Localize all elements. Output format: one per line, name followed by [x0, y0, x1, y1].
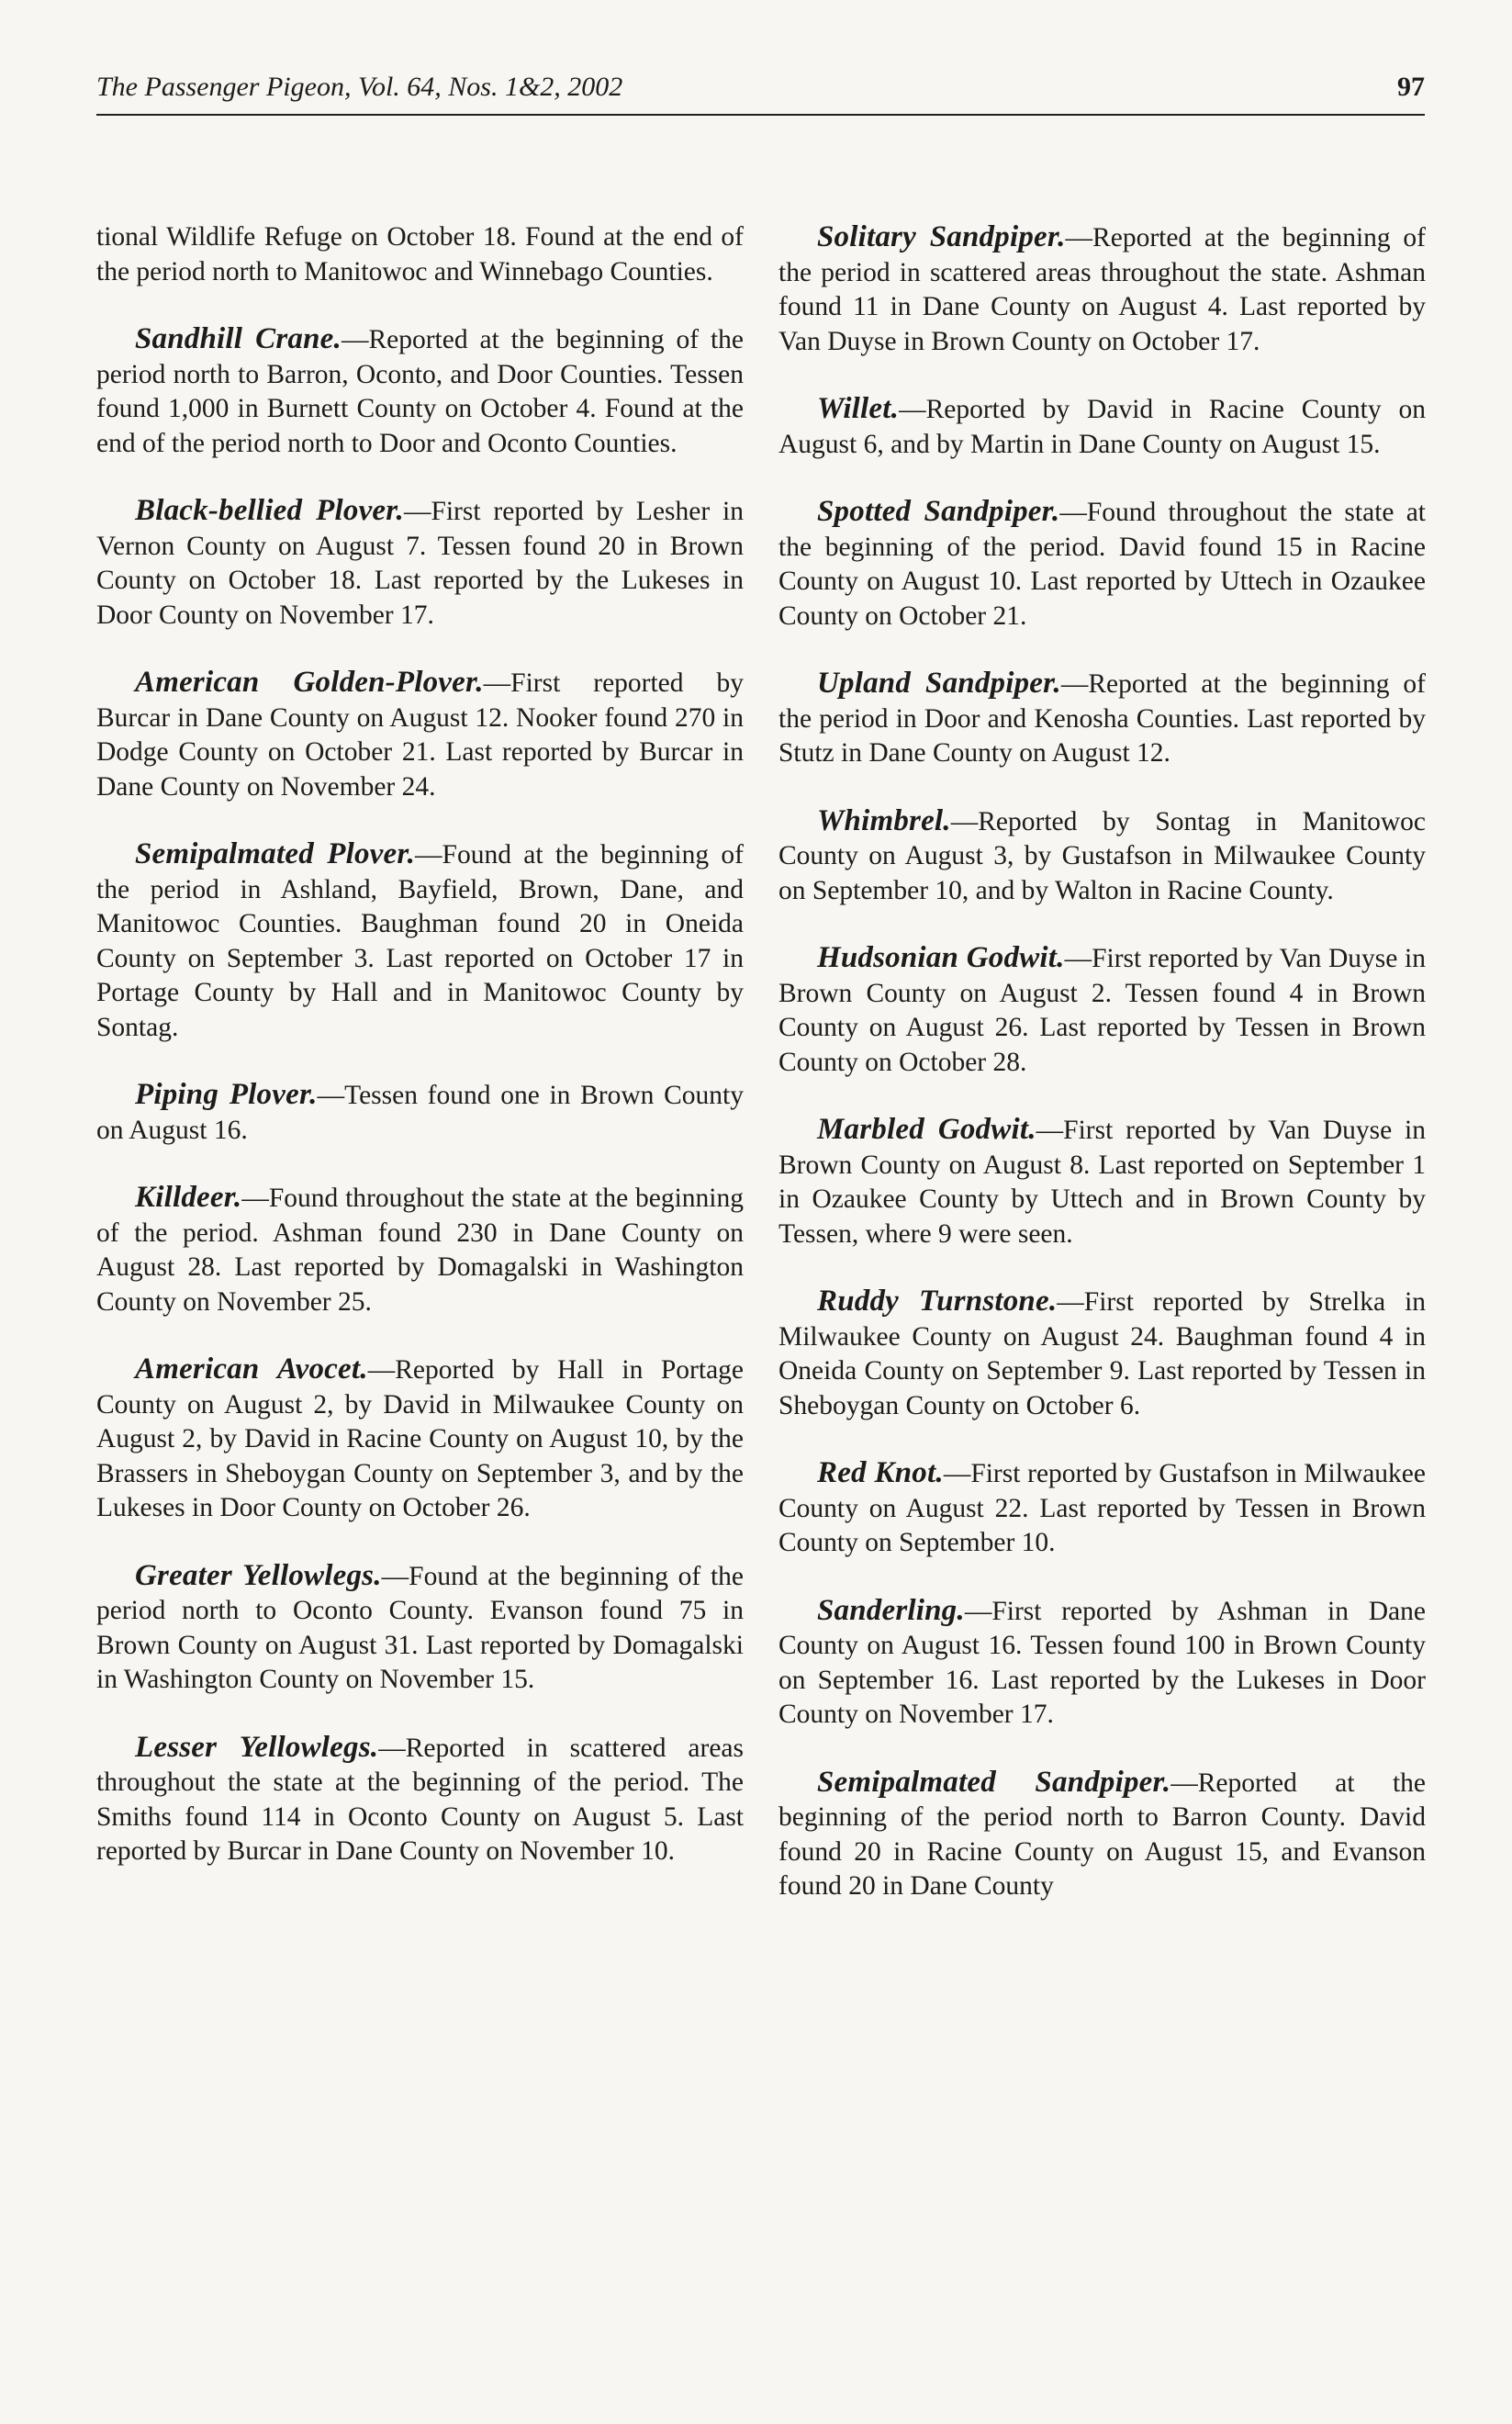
entry-american-golden-plover [96, 666, 744, 804]
entry-lesser-yellowlegs [96, 1731, 744, 1869]
species-name: Lesser Yellowlegs. [135, 1730, 379, 1764]
entry-text: —Reported by Sontag in Manitowoc County on August 3, by Gustafson in Milwaukee County on September 10, and by Walton in Racine County. [778, 806, 1426, 905]
species-name: Whimbrel. [817, 803, 951, 837]
species-name: Marbled Godwit. [817, 1113, 1036, 1146]
entry-solitary-sandpiper [778, 220, 1426, 359]
entry-text: —Reported by David in Racine County on August 6, and by Martin in Dane County on August 15. [778, 395, 1426, 459]
entry-text: —First reported by Ashman in Dane County on August 16. Tessen found 100 in Brown County on September 16. Last reported by the Lukeses in Door County on November 17. [778, 1596, 1426, 1729]
entry-text: —Reported at the beginning of the period north to Barron County. David found 20 in Racine County on August 15, and Evanson found 20 in Dane County [778, 1768, 1426, 1901]
entry-text: —First reported by Burcar in Dane County on August 12. Nooker found 270 in Dodge County on October 21. Last reported by Burcar in Dane County on November 24. [96, 668, 744, 802]
entry-text: —Reported at the beginning of the period in Door and Kenosha Counties. Last reported by Stutz in Dane County on August 12. [778, 669, 1427, 768]
entry-marbled-godwit [778, 1113, 1426, 1251]
entry-text: —First reported by Van Duyse in Brown County on August 2. Tessen found 4 in Brown County on August 26. Last reported by Tessen in Brown County on October 28. [778, 944, 1426, 1077]
species-name: Black-bellied Plover. [135, 494, 404, 527]
species-name: Greater Yellowlegs. [135, 1558, 382, 1592]
entry-text: —Reported at the beginning of the period north to Barron, Oconto, and Door Counties. Tessen found 1,000 in Burnett County on October 4. Found at the end of the period north to Door and Oconto Counties. [96, 325, 745, 458]
entry-text: —Found at the beginning of the period in Ashland, Bayfield, Brown, Dane, and Manitowoc Counties. Baughman found 20 in Oneida County on September 3. Last reported on October 17 in Portage County by Hall and in Manitowoc County by Sontag. [96, 840, 744, 1042]
entry-text: —First reported by Lesher in Vernon County on August 7. Tessen found 20 in Brown County on October 18. Last reported by the Lukeses in Door County on November 17. [96, 497, 744, 630]
species-name: Spotted Sandpiper. [817, 495, 1060, 528]
page-header [96, 72, 1425, 116]
entry-text: —Tessen found one in Brown County on August 16. [96, 1081, 744, 1145]
entry-killdeer [96, 1181, 744, 1319]
entry-text: —Found throughout the state at the beginning of the period. David found 15 in Racine County on August 10. Last reported by Uttech in Ozaukee County on October 21. [778, 498, 1427, 631]
species-name: American Avocet. [135, 1352, 368, 1386]
entry-whimbrel [778, 804, 1426, 909]
entry-black-bellied-plover [96, 494, 744, 633]
species-name: Piping Plover. [135, 1078, 318, 1111]
entry-red-knot [778, 1456, 1426, 1561]
entry-sanderling [778, 1594, 1426, 1733]
entry-text: —Found at the beginning of the period north to Oconto County. Evanson found 75 in Brown County on August 31. Last reported by Domagalski in Washington County on November 15. [96, 1561, 744, 1694]
entry-semipalmated-sandpiper [778, 1766, 1426, 1904]
species-name: Solitary Sandpiper. [817, 220, 1066, 253]
species-name: Killdeer. [135, 1181, 242, 1214]
running-title: The Passenger Pigeon, Vol. 64, Nos. 1&2, 2002 [96, 72, 623, 102]
species-name: Sandhill Crane. [135, 322, 342, 355]
continued-paragraph: tional Wildlife Refuge on October 18. Found at the end of the period north to Manitowoc and Winnebago Counties. [96, 222, 744, 286]
page-number: 97 [1397, 72, 1425, 102]
species-name: Red Knot. [817, 1456, 944, 1489]
species-name: Hudsonian Godwit. [817, 941, 1065, 974]
entry-text: —First reported by Gustafson in Milwaukee County on August 22. Last reported by Tessen in Brown County on September 10. [778, 1459, 1426, 1557]
entry-ruddy-turnstone [778, 1285, 1426, 1423]
entry-hudsonian-godwit [778, 941, 1426, 1080]
species-name: American Golden-Plover. [135, 666, 484, 699]
entry-greater-yellowlegs [96, 1559, 744, 1698]
entry-piping-plover [96, 1078, 744, 1148]
entry-text: —Found throughout the state at the beginning of the period. Ashman found 230 in Dane County on August 28. Last reported by Domagalski in Washington County on November 25. [96, 1184, 744, 1317]
entry-upland-sandpiper [778, 667, 1426, 771]
species-name: Sanderling. [817, 1593, 965, 1627]
entry-spotted-sandpiper [778, 495, 1426, 634]
entry-semipalmated-plover [96, 837, 744, 1045]
species-name: Willet. [817, 392, 900, 425]
entry-willet [778, 392, 1426, 462]
entry-text: —Reported in scattered areas throughout the state at the beginning of the period. The Smiths found 114 in Oconto County on August 5. Last reported by Burcar in Dane County on November 10. [96, 1733, 744, 1866]
species-name: Ruddy Turnstone. [817, 1285, 1058, 1318]
species-name: Semipalmated Sandpiper. [817, 1765, 1171, 1799]
entry-american-avocet [96, 1352, 744, 1526]
entry-text: —First reported by Strelka in Milwaukee County on August 24. Baughman found 4 in Oneida County on September 9. Last reported by Tessen in Sheboygan County on October 6. [778, 1287, 1427, 1420]
right-column [778, 220, 1426, 1937]
species-name: Upland Sandpiper. [817, 667, 1061, 700]
entry-sandhill-crane [96, 322, 744, 461]
species-name: Semipalmated Plover. [135, 837, 416, 870]
left-column [96, 220, 744, 1902]
entry-text: —First reported by Van Duyse in Brown County on August 8. Last reported on September 1 in Ozaukee County by Uttech and in Brown County by Tessen, where 9 were seen. [778, 1116, 1426, 1249]
entry-text: —Reported at the beginning of the period in scattered areas throughout the state. Ashman found 11 in Dane County on August 4. Last reported by Van Duyse in Brown County on October 17. [778, 223, 1426, 356]
entry-text: —Reported by Hall in Portage County on August 2, by David in Milwaukee County on August 2, by David in Racine County on August 10, by the Brassers in Sheboygan County on September 3, and by the Lukeses in Door County on October 26. [96, 1355, 745, 1522]
